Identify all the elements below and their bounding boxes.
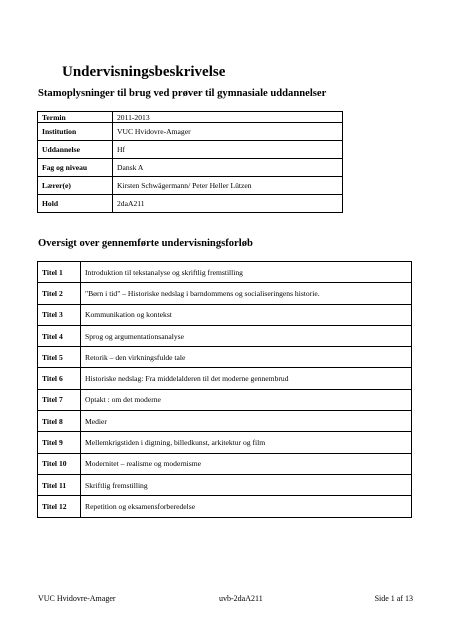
titel-label: Titel 6 (38, 368, 81, 389)
stamoplysninger-table (37, 111, 343, 213)
row-label: Uddannelse (38, 141, 113, 159)
table-row (38, 195, 343, 213)
titel-value: Retorik – den virkningsfulde tale (81, 347, 412, 368)
titel-label: Titel 7 (38, 389, 81, 410)
titel-label: Titel 8 (38, 411, 81, 432)
table-row (38, 159, 343, 177)
titel-label: Titel 12 (38, 496, 81, 517)
table-row (38, 389, 412, 410)
titel-value: Sprog og argumentationsanalyse (81, 325, 412, 346)
table-row (38, 262, 412, 283)
footer-institution: VUC Hvidovre-Amager (38, 594, 116, 603)
table-row (38, 432, 412, 453)
row-value: Kirsten Schwägermann/ Peter Heller Lützen (113, 177, 343, 195)
titel-label: Titel 9 (38, 432, 81, 453)
table-row (38, 496, 412, 517)
row-value: Hf (113, 141, 343, 159)
titel-label: Titel 3 (38, 304, 81, 325)
row-value: 2daA211 (113, 195, 343, 213)
table-row (38, 112, 343, 123)
titel-value: Optakt : om det moderne (81, 389, 412, 410)
table-row (38, 141, 343, 159)
footer-document-id: uvb-2daA211 (219, 594, 263, 603)
titel-value: Historiske nedslag: Fra middelalderen til det moderne gennembrud (81, 368, 412, 389)
table-row (38, 304, 412, 325)
titel-label: Titel 4 (38, 325, 81, 346)
row-label: Fag og niveau (38, 159, 113, 177)
titel-value: Mellemkrigstiden i digtning, billedkunst, arkitektur og film (81, 432, 412, 453)
titel-value: Introduktion til tekstanalyse og skriftlig fremstilling (81, 262, 412, 283)
titel-value: Repetition og eksamensforberedelse (81, 496, 412, 517)
titel-value: Modernitet – realisme og modernisme (81, 453, 412, 474)
titel-value: Skriftlig fremstilling (81, 474, 412, 495)
table-row (38, 368, 412, 389)
stamoplysninger-heading: Stamoplysninger til brug ved prøver til gymnasiale uddannelser (38, 88, 327, 99)
row-label: Hold (38, 195, 113, 213)
titel-label: Titel 1 (38, 262, 81, 283)
titel-label: Titel 11 (38, 474, 81, 495)
row-value: Dansk A (113, 159, 343, 177)
page-title: Undervisningsbeskrivelse (62, 64, 226, 80)
oversigt-heading: Oversigt over gennemførte undervisningsforløb (38, 238, 253, 249)
row-label: Lærer(e) (38, 177, 113, 195)
forloeb-table (37, 261, 412, 518)
table-row (38, 177, 343, 195)
table-row (38, 347, 412, 368)
titel-value: Kommunikation og kontekst (81, 304, 412, 325)
row-value: VUC Hvidovre-Amager (113, 123, 343, 141)
titel-label: Titel 2 (38, 283, 81, 304)
titel-label: Titel 5 (38, 347, 81, 368)
titel-label: Titel 10 (38, 453, 81, 474)
row-value: 2011-2013 (113, 112, 343, 123)
table-row (38, 474, 412, 495)
footer-page-number: Side 1 af 13 (374, 594, 413, 603)
titel-value: "Børn i tid" – Historiske nedslag i barndommens og socialiseringens historie. (81, 283, 412, 304)
table-row (38, 283, 412, 304)
titel-value: Medier (81, 411, 412, 432)
table-row (38, 411, 412, 432)
row-label: Termin (38, 112, 113, 123)
table-row (38, 123, 343, 141)
table-row (38, 325, 412, 346)
table-row (38, 453, 412, 474)
row-label: Institution (38, 123, 113, 141)
